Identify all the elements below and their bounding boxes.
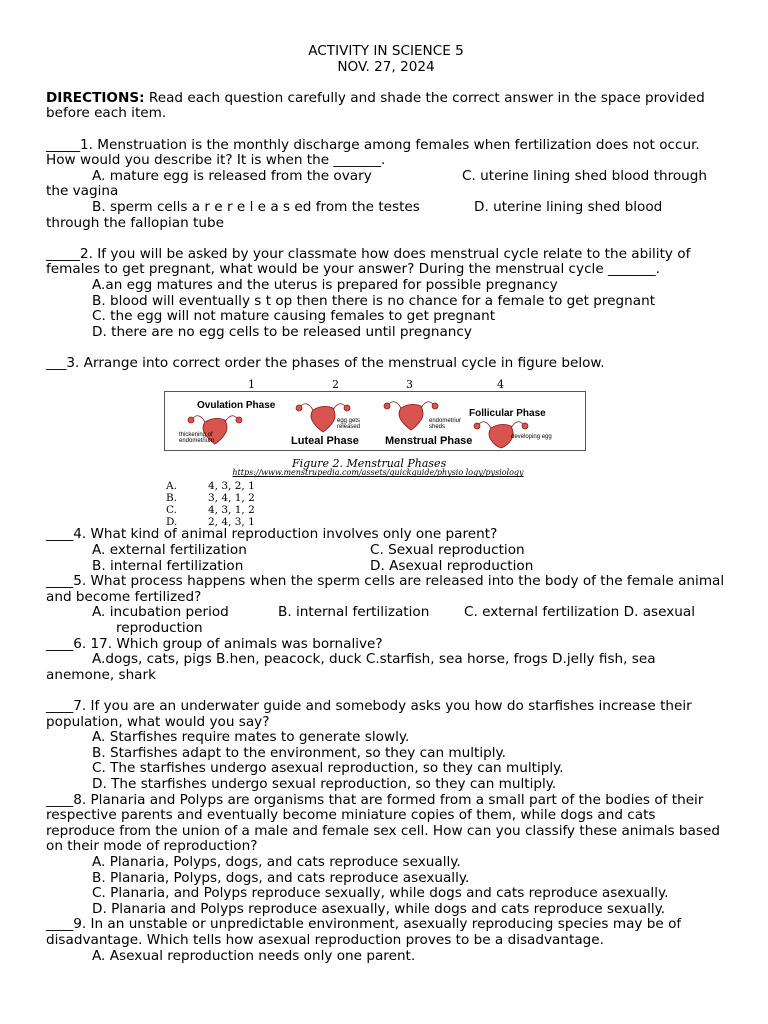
question-1-option-c-cont: the vagina	[46, 183, 119, 200]
question-7-option-b: B. Starfishes adapt to the environment, so they can multiply.	[92, 744, 506, 761]
question-7-option-c: C. The starfishes undergo asexual reproduction, so they can multiply.	[92, 760, 564, 777]
question-6-options-cont: anemone, shark	[46, 666, 156, 683]
question-8-option-b: B. Planaria, Polyps, dogs, and cats reproduce asexually.	[92, 869, 470, 886]
question-8-stem: ____8. Planaria and Polyps are organisms that are formed from a small part of the bodies of their respective parents and eventually become miniature copies of them, while dogs and cats reproduce from the union of a male and female sex cell. How can you classify these animals based on their mode of reproduction?	[46, 791, 720, 855]
worksheet-page	[46, 44, 726, 964]
question-2-option-a: A.an egg matures and the uterus is prepared for possible pregnancy	[92, 276, 558, 293]
question-4-option-c: C. Sexual reproduction	[370, 542, 525, 559]
question-4-option-b: B. internal fertilization	[92, 557, 244, 574]
phase-label-luteal: Luteal Phase	[291, 435, 359, 448]
note-developing-egg: developing egg	[511, 434, 552, 441]
question-7-option-d: D. The starfishes undergo sexual reproduction, so they can multiply.	[92, 775, 557, 792]
question-9-option-a: A. Asexual reproduction needs only one parent.	[92, 947, 416, 964]
question-1-option-b: B. sperm cells a r e r e l e a s ed from the testes	[92, 198, 420, 215]
menstrual-phases-figure	[46, 377, 726, 529]
phases-illustration	[164, 391, 586, 451]
figure-number-2: 2	[332, 378, 339, 392]
question-4-stem: ____4. What kind of animal reproduction involves only one parent?	[46, 526, 498, 543]
question-2-stem: _____2. If you will be asked by your classmate how does menstrual cycle relate to the ability of females to get pregnant, what would be your answer? During the menstrual cycle _______.	[46, 245, 691, 278]
worksheet-date: NOV. 27, 2024	[337, 58, 435, 75]
note-egg-released: egg gets released	[337, 418, 361, 431]
question-1-option-c: C. uterine lining shed blood through	[462, 167, 708, 184]
question-9-stem: ____9. In an unstable or unpredictable environment, asexually reproducing species may be of disadvantage. Which tells how asexual reproduction proves to be a disadvantage.	[46, 916, 682, 948]
phase-label-ovulation: Ovulation Phase	[197, 400, 276, 412]
question-1-option-a: A. mature egg is released from the ovary	[92, 167, 372, 184]
question-3-stem: ___3. Arrange into correct order the phases of the menstrual cycle in figure below.	[46, 354, 605, 371]
question-2-option-d: D. there are no egg cells to be released until pregnancy	[92, 323, 472, 340]
question-1-option-d: D. uterine lining shed blood	[474, 198, 663, 215]
question-5-option-b: B. internal fertilization	[278, 604, 430, 621]
directions-label: DIRECTIONS:	[46, 89, 145, 106]
question-2-option-b: B. blood will eventually s t op then there is no chance for a female to get pregnant	[92, 292, 656, 309]
question-5-option-c-d: C. external fertilization D. asexual	[464, 604, 696, 621]
question-1-option-d-cont: through the fallopian tube	[46, 214, 224, 231]
note-thickening: thickening of endometrium	[179, 432, 215, 445]
worksheet-title: ACTIVITY IN SCIENCE 5	[308, 43, 464, 59]
question-1-options-row-2	[46, 200, 726, 216]
question-7-stem: ____7. If you are an underwater guide and somebody asks you how do starfishes increase their population, what would you say?	[46, 698, 692, 730]
question-6-stem: ____6. 17. Which group of animals was bornalive?	[46, 635, 383, 652]
question-2-option-c: C. the egg will not mature causing females to get pregnant	[92, 308, 496, 325]
phase-label-follicular: Follicular Phase	[469, 408, 546, 420]
question-8-option-d: D. Planaria and Polyps reproduce asexually, while dogs and cats reproduce sexually.	[92, 900, 666, 917]
figure-source-link[interactable]: https://www.menstrupedia.com/assets/quickguide/physio logy/pysiology	[232, 468, 524, 478]
question-1-stem: _____1. Menstruation is the monthly discharge among females when fertilization does not occur. How would you describe it? It is when the _______.	[46, 136, 700, 169]
directions-text: Read each question carefully and shade the correct answer in the space provided before each item.	[46, 89, 705, 122]
question-3-option-b: B. 3, 4, 1, 2	[166, 492, 255, 505]
figure-number-1: 1	[248, 378, 255, 392]
question-8-option-a: A. Planaria, Polyps, dogs, and cats reproduce sexually.	[92, 853, 461, 870]
question-8-option-c: C. Planaria, and Polyps reproduce sexually, while dogs and cats reproduce asexually.	[92, 885, 669, 902]
note-endometrium-sheds: endometriur sheds	[429, 418, 462, 431]
question-4-option-d: D. Asexual reproduction	[370, 557, 534, 574]
directions	[46, 91, 726, 122]
question-3-option-a: A. 4, 3, 2, 1	[166, 480, 255, 493]
question-5-stem: ____5. What process happens when the sperm cells are released into the body of the female animal and become fertilized?	[46, 573, 725, 605]
question-4-option-a: A. external fertilization	[92, 542, 247, 559]
question-4-options-row-2	[46, 559, 726, 575]
figure-number-3: 3	[406, 378, 413, 392]
question-6-options: A.dogs, cats, pigs B.hen, peacock, duck C.starfish, sea horse, frogs D.jelly fish, sea	[92, 651, 656, 668]
phase-label-menstrual: Menstrual Phase	[385, 435, 473, 448]
figure-caption: Figure 2. Menstrual Phases	[292, 457, 447, 471]
figure-number-4: 4	[497, 378, 504, 392]
question-1-options-row-1	[46, 169, 726, 185]
question-3-option-c: C. 4, 3, 1, 2	[166, 504, 255, 517]
question-3-option-d: D. 2, 4, 3, 1	[166, 516, 255, 529]
question-4-options-row-1	[46, 543, 726, 559]
question-5-options-row	[46, 605, 726, 621]
question-7-option-a: A. Starfishes require mates to generate slowly.	[92, 729, 410, 746]
question-5-option-d-cont: reproduction	[116, 620, 203, 637]
question-5-option-a: A. incubation period	[92, 604, 229, 621]
